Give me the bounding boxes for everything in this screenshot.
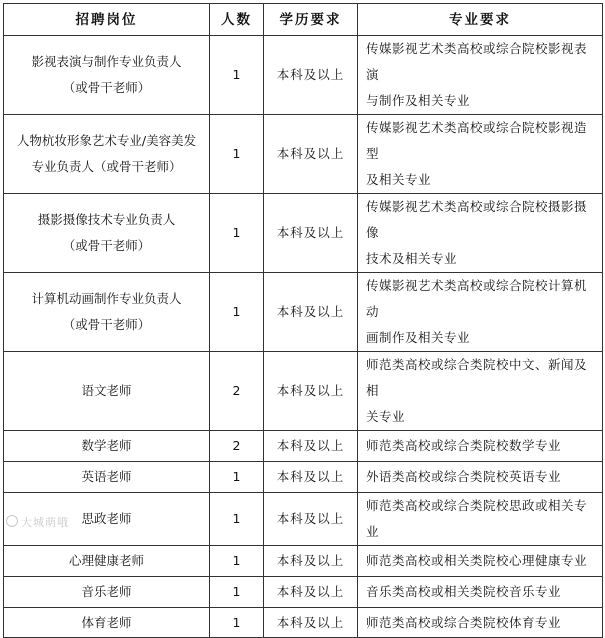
major-line: 传媒影视艺术类高校或综合院校影视造型 — [366, 120, 588, 161]
table-row — [4, 493, 603, 546]
watermark-text: 大城萌哦 — [21, 516, 69, 529]
position-line: 音乐老师 — [81, 584, 132, 599]
education-cell: 本科及以上 — [264, 493, 358, 546]
position-cell — [4, 115, 210, 194]
header-position: 招聘岗位 — [4, 4, 210, 36]
table-row — [4, 273, 603, 352]
education-cell: 本科及以上 — [264, 115, 358, 194]
count-cell: 1 — [210, 546, 264, 577]
watermark — [6, 514, 69, 530]
position-line: 数学老师 — [81, 438, 132, 453]
table-row — [4, 608, 603, 638]
major-cell — [358, 608, 603, 638]
major-line: 技术及相关专业 — [366, 251, 458, 266]
position-cell — [4, 577, 210, 608]
major-line: 关专业 — [366, 409, 406, 424]
position-cell — [4, 273, 210, 352]
header-education: 学历要求 — [264, 4, 358, 36]
education-cell: 本科及以上 — [264, 36, 358, 115]
major-cell — [358, 431, 603, 462]
position-line: （或骨干老师） — [62, 80, 151, 95]
count-cell: 1 — [210, 608, 264, 638]
count-cell: 1 — [210, 462, 264, 493]
major-line: 师范类高校或综合类院校体育专业 — [366, 614, 562, 630]
major-cell — [358, 273, 603, 352]
education-cell: 本科及以上 — [264, 608, 358, 638]
major-line: 师范类高校或综合类院校中文、新闻及相 — [366, 357, 588, 398]
education-cell: 本科及以上 — [264, 273, 358, 352]
major-cell — [358, 546, 603, 577]
major-line: 及相关专业 — [366, 172, 432, 187]
table-row — [4, 352, 603, 431]
major-line: 传媒影视艺术类高校或综合院校影视表演 — [366, 41, 588, 82]
education-cell: 本科及以上 — [264, 194, 358, 273]
count-cell: 1 — [210, 194, 264, 273]
watermark-logo-icon — [6, 515, 18, 527]
table-row — [4, 546, 603, 577]
education-cell: 本科及以上 — [264, 577, 358, 608]
position-cell — [4, 194, 210, 273]
table-header-row — [4, 4, 603, 36]
position-line: （或骨干老师） — [62, 238, 151, 253]
position-line: 影视表演与制作专业负责人 — [31, 54, 182, 69]
position-cell — [4, 546, 210, 577]
education-cell: 本科及以上 — [264, 462, 358, 493]
education-cell: 本科及以上 — [264, 431, 358, 462]
position-cell — [4, 431, 210, 462]
education-cell: 本科及以上 — [264, 546, 358, 577]
major-cell — [358, 36, 603, 115]
position-cell — [4, 352, 210, 431]
major-line: 外语类高校或综合类院校英语专业 — [366, 469, 562, 484]
major-cell — [358, 577, 603, 608]
major-line: 师范类高校或相关类院校心理健康专业 — [366, 553, 588, 568]
major-cell — [358, 352, 603, 431]
table-row — [4, 194, 603, 273]
count-cell: 1 — [210, 577, 264, 608]
count-cell: 1 — [210, 493, 264, 546]
table-row — [4, 36, 603, 115]
recruitment-table — [3, 3, 603, 638]
major-cell — [358, 194, 603, 273]
major-line: 传媒影视艺术类高校或综合院校摄影摄像 — [366, 199, 588, 240]
position-line: 心理健康老师 — [68, 553, 144, 568]
major-cell — [358, 115, 603, 194]
education-cell: 本科及以上 — [264, 352, 358, 431]
position-line: 语文老师 — [81, 383, 132, 398]
position-line: 思政老师 — [81, 511, 132, 526]
major-line: 与制作及相关专业 — [366, 93, 471, 108]
table-row — [4, 115, 603, 194]
count-cell: 1 — [210, 36, 264, 115]
count-cell: 2 — [210, 352, 264, 431]
count-cell: 1 — [210, 115, 264, 194]
major-line: 音乐类高校或相关类院校音乐专业 — [366, 584, 562, 599]
major-cell — [358, 493, 603, 546]
position-line: （或骨干老师） — [62, 317, 151, 332]
count-cell: 1 — [210, 273, 264, 352]
header-count: 人数 — [210, 4, 264, 36]
major-line: 传媒影视艺术类高校或综合院校计算机动 — [366, 278, 588, 319]
position-line: 计算机动画制作专业负责人 — [31, 291, 182, 306]
table-row — [4, 577, 603, 608]
position-line: 英语老师 — [81, 469, 132, 484]
major-cell — [358, 462, 603, 493]
header-major: 专业要求 — [358, 4, 603, 36]
position-line: 人物杭妆形象艺术专业/美容美发 — [16, 133, 197, 148]
position-cell — [4, 462, 210, 493]
table-row — [4, 462, 603, 493]
position-cell — [4, 608, 210, 638]
position-line: 体育老师 — [81, 614, 132, 630]
major-line: 师范类高校或综合类院校思政或相关专业 — [366, 498, 588, 539]
major-line: 画制作及相关专业 — [366, 330, 471, 345]
count-cell: 2 — [210, 431, 264, 462]
position-cell — [4, 36, 210, 115]
table-row — [4, 431, 603, 462]
position-line: 专业负责人（或骨干老师） — [31, 159, 182, 174]
position-line: 摄影摄像技术专业负责人 — [37, 212, 176, 227]
major-line: 师范类高校或综合类院校数学专业 — [366, 438, 562, 453]
